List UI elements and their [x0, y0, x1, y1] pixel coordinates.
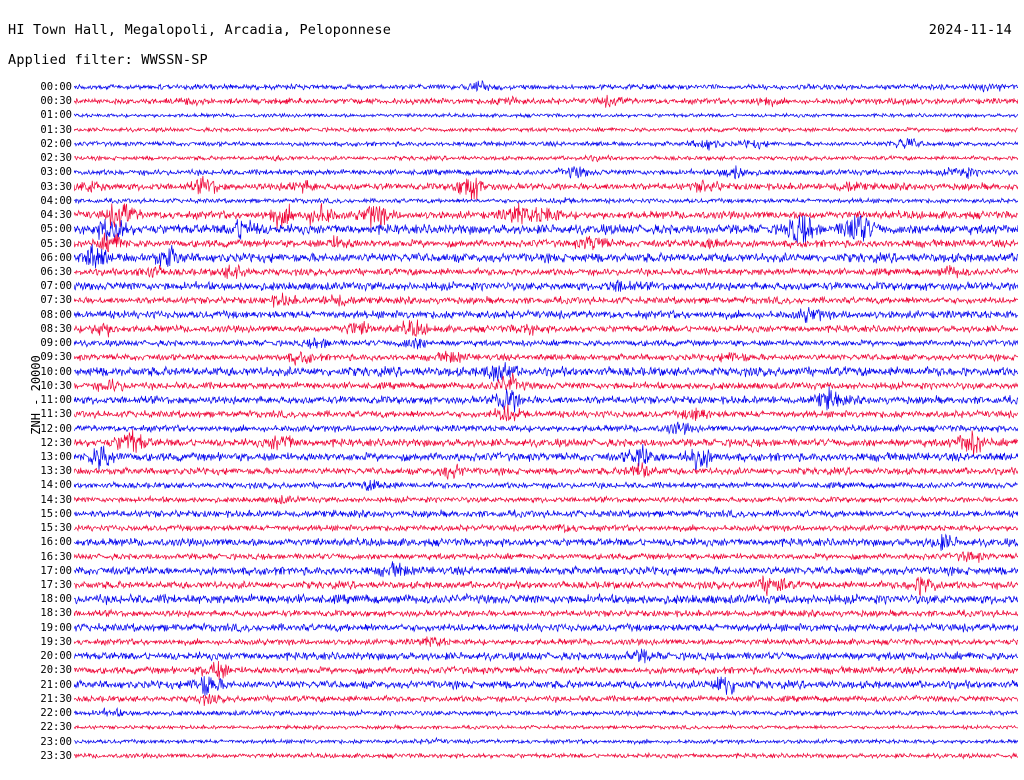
time-tick-label: 17:30 — [40, 579, 72, 592]
trace-line — [74, 81, 1018, 92]
trace-line — [74, 373, 1018, 392]
time-tick-label: 07:00 — [40, 280, 72, 293]
trace-line — [74, 265, 1018, 279]
page-title: HI Town Hall, Megalopoli, Arcadia, Peloponnese — [8, 22, 392, 38]
trace-line — [74, 623, 1018, 632]
time-tick-label: 09:30 — [40, 351, 72, 364]
trace-line — [74, 510, 1018, 518]
trace-line — [74, 534, 1018, 551]
trace-line — [74, 429, 1018, 456]
time-tick-label: 14:00 — [40, 479, 72, 492]
record-date: 2024-11-14 — [928, 22, 1012, 38]
trace-line — [74, 233, 1018, 252]
trace-line — [74, 320, 1018, 338]
time-tick-label: 05:30 — [40, 237, 72, 250]
trace-line — [74, 338, 1018, 349]
trace-line — [74, 422, 1018, 435]
time-tick-label: 03:00 — [40, 166, 72, 179]
trace-line — [74, 387, 1018, 413]
trace-line — [74, 676, 1018, 696]
trace-line — [74, 561, 1018, 577]
time-tick-label: 08:00 — [40, 308, 72, 321]
time-tick-label: 04:30 — [40, 209, 72, 222]
trace-line — [74, 480, 1018, 491]
time-tick-label: 12:30 — [40, 436, 72, 449]
time-tick-label: 19:00 — [40, 621, 72, 634]
trace-line — [74, 351, 1018, 366]
time-tick-label: 09:00 — [40, 337, 72, 350]
time-tick-label: 13:00 — [40, 450, 72, 463]
time-tick-label: 05:00 — [40, 223, 72, 236]
time-tick-label: 06:30 — [40, 265, 72, 278]
trace-line — [74, 753, 1018, 759]
trace-line — [74, 95, 1018, 108]
trace-line — [74, 293, 1018, 308]
trace-line — [74, 362, 1018, 381]
header — [0, 0, 1024, 72]
trace-line — [74, 127, 1018, 132]
trace-line — [74, 155, 1018, 162]
trace-line — [74, 404, 1018, 421]
time-tick-label: 14:30 — [40, 493, 72, 506]
trace-line — [74, 307, 1018, 323]
trace-line — [74, 197, 1018, 204]
trace-line — [74, 661, 1018, 680]
time-tick-label: 01:00 — [40, 109, 72, 122]
time-tick-label: 08:30 — [40, 322, 72, 335]
time-tick-label: 22:30 — [40, 721, 72, 734]
trace-line — [74, 495, 1018, 504]
helicorder-plot — [0, 78, 1024, 778]
trace-line — [74, 216, 1018, 243]
trace-line — [74, 636, 1018, 646]
time-tick-label: 23:30 — [40, 749, 72, 762]
time-tick-label: 02:00 — [40, 137, 72, 150]
seismogram-traces — [74, 78, 1018, 778]
trace-line — [74, 280, 1018, 292]
applied-filter-label: Applied filter: WWSSN-SP — [8, 52, 208, 68]
trace-line — [74, 552, 1018, 563]
trace-line — [74, 524, 1018, 532]
time-tick-label: 06:00 — [40, 251, 72, 264]
trace-line — [74, 462, 1018, 479]
time-tick-label: 21:30 — [40, 692, 72, 705]
time-tick-label: 02:30 — [40, 152, 72, 165]
y-axis-label: ZNH - 20000 — [29, 355, 43, 435]
time-tick-label: 21:00 — [40, 678, 72, 691]
time-tick-label: 03:30 — [40, 180, 72, 193]
time-tick-label: 18:00 — [40, 593, 72, 606]
time-tick-label: 18:30 — [40, 607, 72, 620]
time-tick-label: 20:30 — [40, 664, 72, 677]
trace-line — [74, 725, 1018, 729]
time-tick-label: 10:00 — [40, 365, 72, 378]
time-tick-label: 04:00 — [40, 194, 72, 207]
time-tick-label: 15:30 — [40, 522, 72, 535]
time-tick-label: 10:30 — [40, 379, 72, 392]
trace-line — [74, 610, 1018, 618]
time-tick-label: 01:30 — [40, 123, 72, 136]
time-tick-label: 11:30 — [40, 408, 72, 421]
time-tick-label: 00:30 — [40, 95, 72, 108]
time-tick-label: 16:00 — [40, 536, 72, 549]
time-axis-labels — [26, 78, 72, 778]
trace-line — [74, 165, 1018, 179]
time-tick-label: 15:00 — [40, 507, 72, 520]
time-tick-label: 20:00 — [40, 650, 72, 663]
time-tick-label: 16:30 — [40, 550, 72, 563]
trace-line — [74, 444, 1018, 470]
trace-line — [74, 576, 1018, 597]
time-tick-label: 07:30 — [40, 294, 72, 307]
trace-line — [74, 649, 1018, 664]
time-tick-label: 11:00 — [40, 394, 72, 407]
trace-line — [74, 694, 1018, 706]
trace-line — [74, 708, 1018, 717]
time-tick-label: 12:00 — [40, 422, 72, 435]
trace-canvas — [74, 78, 1018, 778]
time-tick-label: 00:00 — [40, 81, 72, 93]
trace-line — [74, 738, 1018, 745]
trace-line — [74, 176, 1018, 200]
trace-line — [74, 244, 1018, 268]
time-tick-label: 17:00 — [40, 564, 72, 577]
time-tick-label: 22:00 — [40, 707, 72, 720]
trace-line — [74, 139, 1018, 151]
time-tick-label: 13:30 — [40, 465, 72, 478]
trace-line — [74, 113, 1018, 118]
time-tick-label: 19:30 — [40, 635, 72, 648]
trace-line — [74, 594, 1018, 606]
time-tick-label: 23:00 — [40, 735, 72, 748]
